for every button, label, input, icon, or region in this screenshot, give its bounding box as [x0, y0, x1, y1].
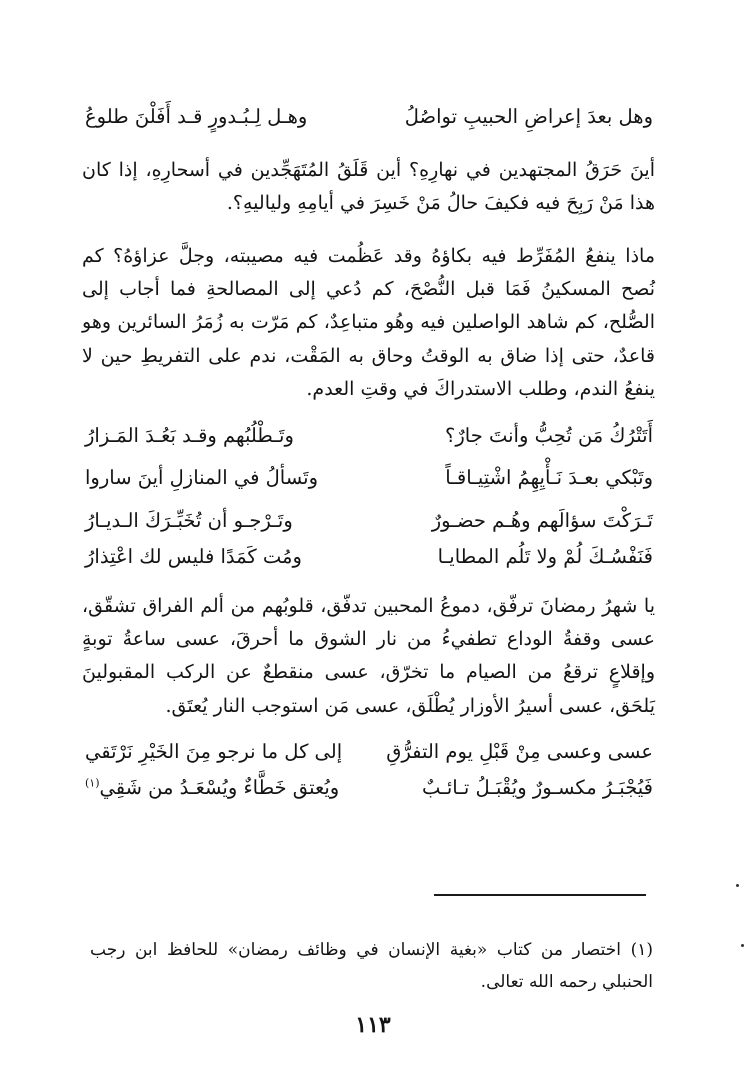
verse-hemistich-left: ومُت كَمَدًا فليس لك اعْتِذارُ	[85, 544, 302, 568]
verse-line-a4	[85, 539, 653, 573]
verse-hemistich-right: وتَبْكي بعـدَ نَـأْيِهِمُ اشْتِيـاقـاً	[445, 465, 653, 489]
verse-text: ويُعتق خَطَّاءٌ ويُسْعَـدُ من شَقِي	[99, 775, 340, 799]
scan-speck	[736, 884, 739, 887]
verse-hemistich-right: عسى وعسى مِنْ قَبْلِ يوم التفرُّقِ	[386, 739, 653, 763]
verse-line-intro	[85, 99, 653, 133]
verse-hemistich-left	[85, 776, 339, 799]
page-number: ١١٣	[355, 1012, 391, 1038]
footnote-marker: (١)	[85, 776, 100, 789]
verse-line-a3	[85, 503, 653, 537]
paragraph-3: يا شهرُ رمضانَ ترفّق، دموعُ المحبين تدفّق، قلوبُهم من ألم الفراق تشقّق، عسى وقفةُ الوداع تطفيءُ من نار الشوق ما أحرقَ، عسى ساعةُ توبةٍ وإقلاعٍ ترقعُ من الصيام ما تخرّق، عسى منقطعٌ عن الركب المقبولينَ يَلحَق، عسى أسيرُ الأوزار يُطْلَق، عسى مَن استوجب النار يُعتَق.	[82, 595, 655, 717]
paragraph-2: ماذا ينفعُ المُفَرِّط فيه بكاؤهُ وقد عَظُمت فيه مصيبته، وجلَّ عزاؤهُ؟ كم نُصح المسكينُ فَمَا قبل النُّصْحَ، كم دُعي إلى المصالحةِ فما أجاب إلى الصُّلح، كم شاهد الواصلين فيه وهُو متباعِدٌ، كم مَرّت به زُمَرُ السائرين وهو قاعدٌ، حتى إذا ضاق به الوقتُ وحاق به المَقْت، ندم على التفريطِ حين لا ينفعُ الندم، وطلب الاستدراكَ في وقتِ العدم.	[82, 245, 655, 400]
verse-text: فَيُجْبَـرُ مكسـورٌ ويُقْبَـلُ تـائـبٌ	[421, 775, 653, 799]
paragraph-1: أينَ حَرَقُ المجتهدين في نهارِهِ؟ أين قَلَقُ المُتَهَجِّدين في أسحارِهِ، إذا كان هذا مَنْ رَبِحَ فيه فكيفَ حالُ مَنْ خَسِرَ في أيامِهِ ولياليهِ؟.	[82, 159, 655, 215]
verse-line-a2	[85, 460, 653, 494]
verse-line-b1	[85, 734, 653, 768]
verse-hemistich-right: وهل بعدَ إعراضِ الحبيبِ تواصُلُ	[404, 104, 653, 128]
verse-hemistich-left: وهـل لِـبُـدورٍ قـد أَفَلْنَ طلوعُ	[85, 104, 308, 128]
verse-hemistich-right: أَتَتْرُكُ مَن تُحِبُّ وأنتَ جارٌ؟	[445, 423, 653, 447]
verse-line-b2	[85, 770, 653, 804]
verse-hemistich-right: فَنَفْسُـكَ لُمْ ولا تَلُم المطايـا	[437, 544, 653, 568]
verse-hemistich-left: إلى كل ما نرجو مِنَ الخَيْرِ نَرْتَقي	[85, 739, 343, 763]
verse-hemistich-left: وتَـرْجـو أن تُخَبِّـرَكَ الـديـارُ	[85, 508, 293, 532]
footnote-text: (١) اختصار من كتاب «بغية الإنسان في وظائف رمضان» للحافظ ابن رجب الحنبلي رحمه الله تعالى.	[90, 940, 653, 992]
verse-line-a1	[85, 418, 653, 452]
scan-speck	[741, 944, 744, 947]
footnote-rule	[434, 894, 646, 896]
verse-hemistich-right	[422, 776, 653, 799]
verse-hemistich-left: وتَـطْلُبُهم وقـد بَعُـدَ المَـزارُ	[85, 423, 294, 447]
verse-hemistich-right: تَـرَكْتَ سؤالَهم وهُـم حضـورٌ	[431, 508, 653, 532]
verse-hemistich-left: وتَسألُ في المنازلِ أينَ ساروا	[85, 465, 318, 489]
